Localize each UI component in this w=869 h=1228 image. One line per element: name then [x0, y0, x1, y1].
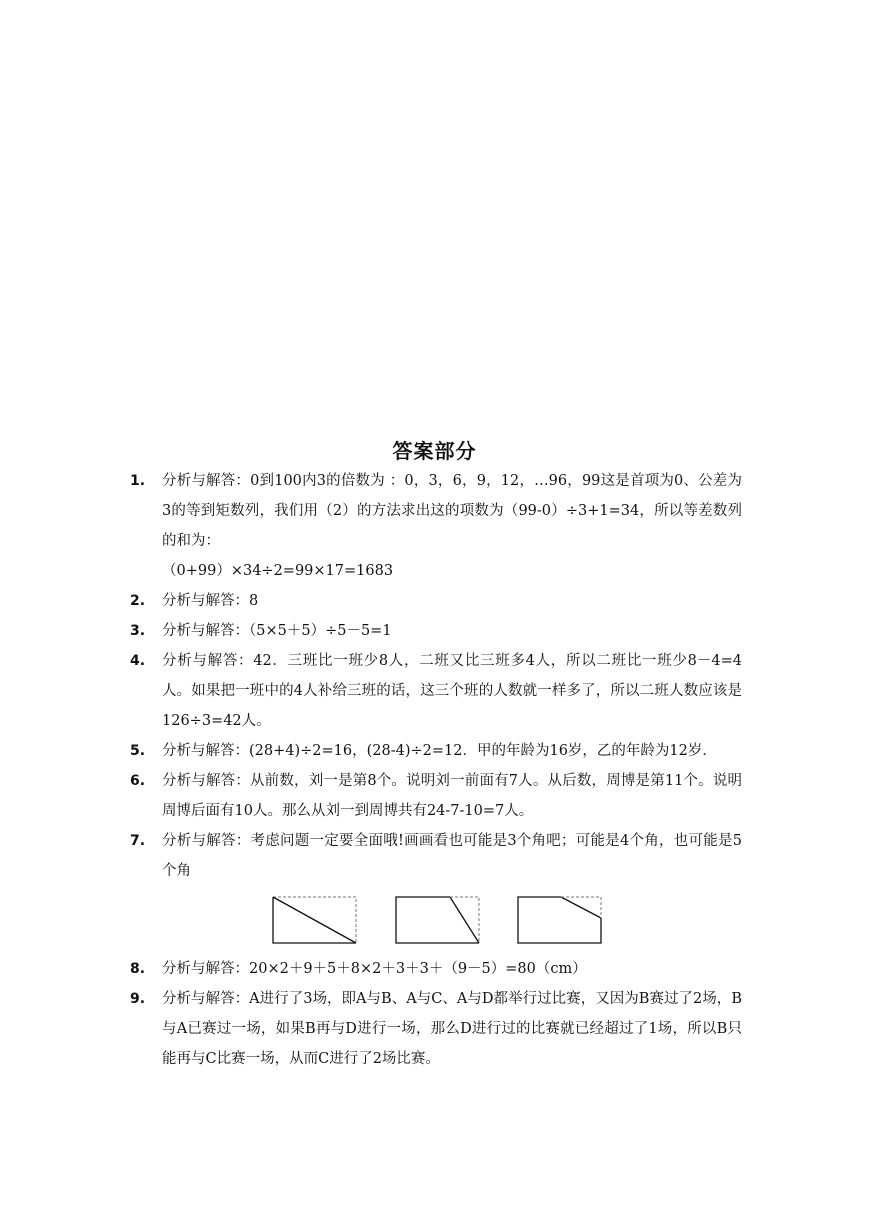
angle-diagrams	[272, 894, 612, 946]
answer-text: 分析与解答：0到100内3的倍数为 ：0，3，6，9，12，…96，99这是首项为0、公差为3的等到矩数列，我们用（2）的方法求出这的项数为（99-0）÷3+1=34，所以等差数列的和为：	[162, 473, 742, 549]
answer-item-7	[130, 826, 742, 886]
answer-item-3	[130, 616, 742, 646]
answer-text: 分析与解答：考虑问题一定要全面哦!画画看也可能是3个角吧；可能是4个角，也可能是5个角	[162, 833, 742, 879]
answer-item-5	[130, 736, 742, 766]
angle-diagrams-svg	[272, 894, 612, 946]
answer-item-6	[130, 766, 742, 826]
figure-five-angles	[518, 897, 601, 943]
answer-text: 分析与解答：(28+4)÷2=16，(28-4)÷2=12．甲的年龄为16岁，乙的年龄为12岁．	[162, 743, 717, 759]
answer-text: 分析与解答：（5×5＋5）÷5－5=1	[162, 623, 392, 639]
answer-item-1	[130, 466, 742, 556]
answer-number: 8.	[130, 961, 146, 977]
answer-number: 5.	[130, 743, 146, 759]
figure-three-angles	[273, 897, 356, 943]
answer-number: 2.	[130, 593, 146, 609]
answer-text: 分析与解答：20×2＋9＋5＋8×2＋3＋3＋（9－5）=80（cm）	[162, 961, 587, 977]
answer-item-8	[130, 954, 742, 984]
answer-number: 4.	[130, 653, 146, 669]
answer-text: 分析与解答：42．三班比一班少8人，二班又比三班多4人，所以二班比一班少8－4=4人。如果把一班中的4人补给三班的话，这三个班的人数就一样多了，所以二班人数应该是126÷3=42人。	[162, 653, 742, 729]
answer-text: 分析与解答：从前数，刘一是第8个。说明刘一前面有7人。从后数，周博是第11个。说明周博后面有10人。那么从刘一到周博共有24-7-10=7人。	[162, 773, 742, 819]
answer-number: 7.	[130, 833, 146, 849]
figure-four-angles	[396, 897, 479, 943]
answer-formula: （0+99）×34÷2=99×17=1683	[162, 563, 394, 579]
answer-number: 1.	[130, 473, 146, 489]
page-title: 答案部分	[392, 439, 477, 463]
answer-text: 分析与解答：A进行了3场，即A与B、A与C、A与D都举行过比赛，又因为B赛过了2场，B与A已赛过一场，如果B再与D进行一场，那么D进行过的比赛就已经超过了1场，所以B只能再与C比赛一场，从而C进行了2场比赛。	[162, 991, 742, 1067]
answer-item-2	[130, 586, 742, 616]
answer-number: 3.	[130, 623, 146, 639]
answer-item-9	[130, 984, 742, 1074]
answer-number: 9.	[130, 991, 146, 1007]
answer-number: 6.	[130, 773, 146, 789]
answer-text: 分析与解答：8	[162, 593, 259, 609]
answer-item-4	[130, 646, 742, 736]
